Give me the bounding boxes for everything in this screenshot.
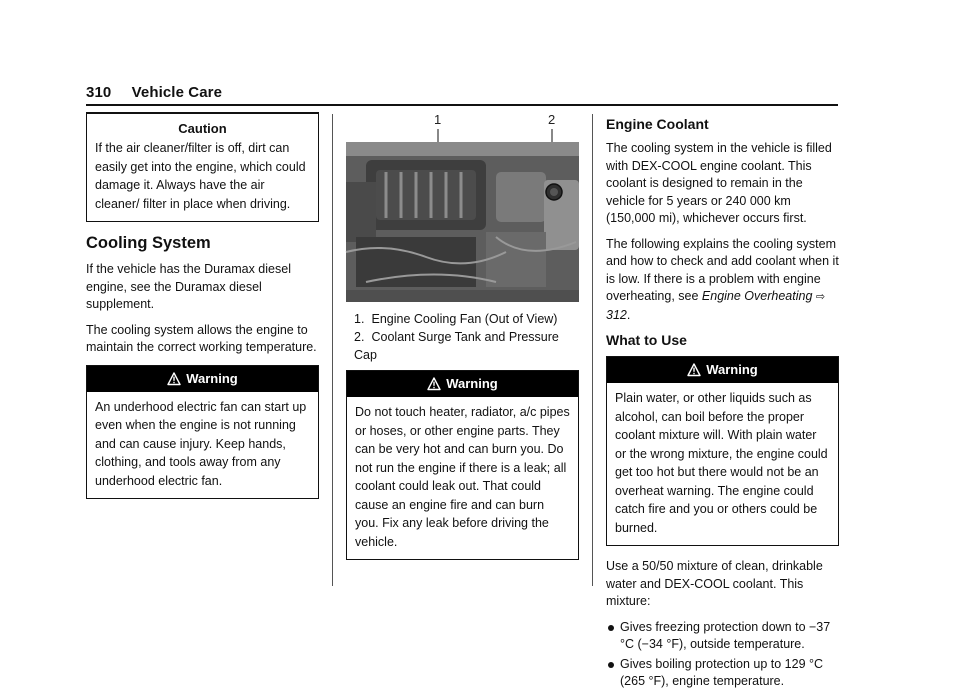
warning-box [86, 365, 319, 500]
figure-caption-list [354, 310, 579, 364]
paragraph: If the vehicle has the Duramax diesel engine, see the Duramax diesel supplement. [86, 262, 291, 311]
section-title-cooling-system: Cooling System [86, 234, 211, 252]
caption-number: 1. [354, 312, 365, 326]
caution-title: Caution [87, 113, 318, 139]
warning-text: Do not touch heater, radiator, a/c pipes or hoses, or other engine parts. They can be very hot and can burn you. Do not run the engine if there is a leak; all coolant could leak out. That could cause an engine fire and can burn you. Fix any leak before driving the vehicle. [355, 405, 570, 549]
warning-triangle-icon [427, 374, 441, 400]
warning-box [346, 370, 579, 560]
warning-text: Plain water, or other liquids such as alcohol, can boil before the proper coolant mixture will. With plain water or the wrong mixture, the engine could get too hot but there would not be an overheat warning. The engine could catch fire and you or others could be burned. [615, 391, 828, 535]
list-item-text: Gives freezing protection down to −37 °C (−34 °F), outside temperature. [620, 619, 831, 651]
cross-reference-link[interactable]: Engine Overheating [701, 289, 813, 303]
cross-reference-page[interactable]: 312 [606, 307, 627, 322]
section-name: Vehicle Care [131, 84, 223, 101]
warning-header [347, 371, 578, 397]
paragraph-text: The following explains the cooling system and how to check and add coolant when it is low. If there is a problem with engine overheating, see [606, 236, 839, 303]
warning-title: Warning [186, 370, 238, 386]
bullet-icon [608, 625, 614, 631]
list-item [606, 656, 839, 691]
subsection-title-what-to-use: What to Use [606, 332, 687, 348]
paragraph: Use a 50/50 mixture of clean, drinkable water and DEX-COOL coolant. This mixture: [606, 559, 823, 608]
page-arrow-icon: ⇨ [815, 291, 826, 303]
caution-box [86, 112, 319, 222]
column-right [606, 112, 839, 693]
callout-label-1: 1 [434, 112, 442, 127]
engine-bay-photo [346, 142, 579, 302]
list-item-text: Gives boiling protection up to 129 °C (265 °F), engine temperature. [620, 656, 824, 688]
warning-header [87, 366, 318, 392]
caption-item [354, 310, 579, 328]
list-item [606, 619, 839, 654]
paragraph [606, 236, 839, 325]
warning-text: An underhood electric fan can start up even when the engine is not running and can cause injury. Keep hands, clothing, and tools away from any underhood electric fan. [95, 399, 307, 488]
column-middle [346, 112, 579, 572]
column-divider [592, 114, 593, 586]
caption-number: 2. [354, 330, 365, 344]
warning-title: Warning [446, 376, 498, 391]
bullet-icon [608, 662, 614, 668]
callout-label-2: 2 [548, 112, 556, 127]
bullet-list [606, 619, 839, 691]
page-number: 310 [86, 84, 112, 101]
paragraph: The cooling system allows the engine to maintain the correct working temperature. [86, 322, 317, 354]
page-header [86, 84, 222, 101]
header-rule [86, 104, 838, 106]
caution-text: If the air cleaner/filter is off, dirt can easily get into the engine, which could damage it. Always have the air cleaner/ filter in place when driving. [95, 141, 306, 211]
engine-bay-figure [346, 112, 579, 302]
paragraph-end: . [626, 307, 631, 322]
paragraph: The cooling system in the vehicle is filled with DEX-COOL engine coolant. This coolant is designed to remain in the vehicle for 5 years or 240 000 km (150,000 mi), whichever occurs first. [606, 141, 832, 225]
column-divider [332, 114, 333, 586]
warning-title: Warning [706, 362, 758, 377]
warning-triangle-icon [167, 369, 181, 395]
caption-text: Engine Cooling Fan (Out of View) [371, 312, 558, 326]
warning-triangle-icon [687, 360, 701, 386]
caption-item [354, 328, 579, 364]
column-left [86, 112, 319, 511]
warning-header [607, 357, 838, 383]
warning-box [606, 356, 839, 546]
section-title-engine-coolant: Engine Coolant [606, 116, 709, 132]
caption-text: Coolant Surge Tank and Pressure Cap [354, 330, 559, 362]
